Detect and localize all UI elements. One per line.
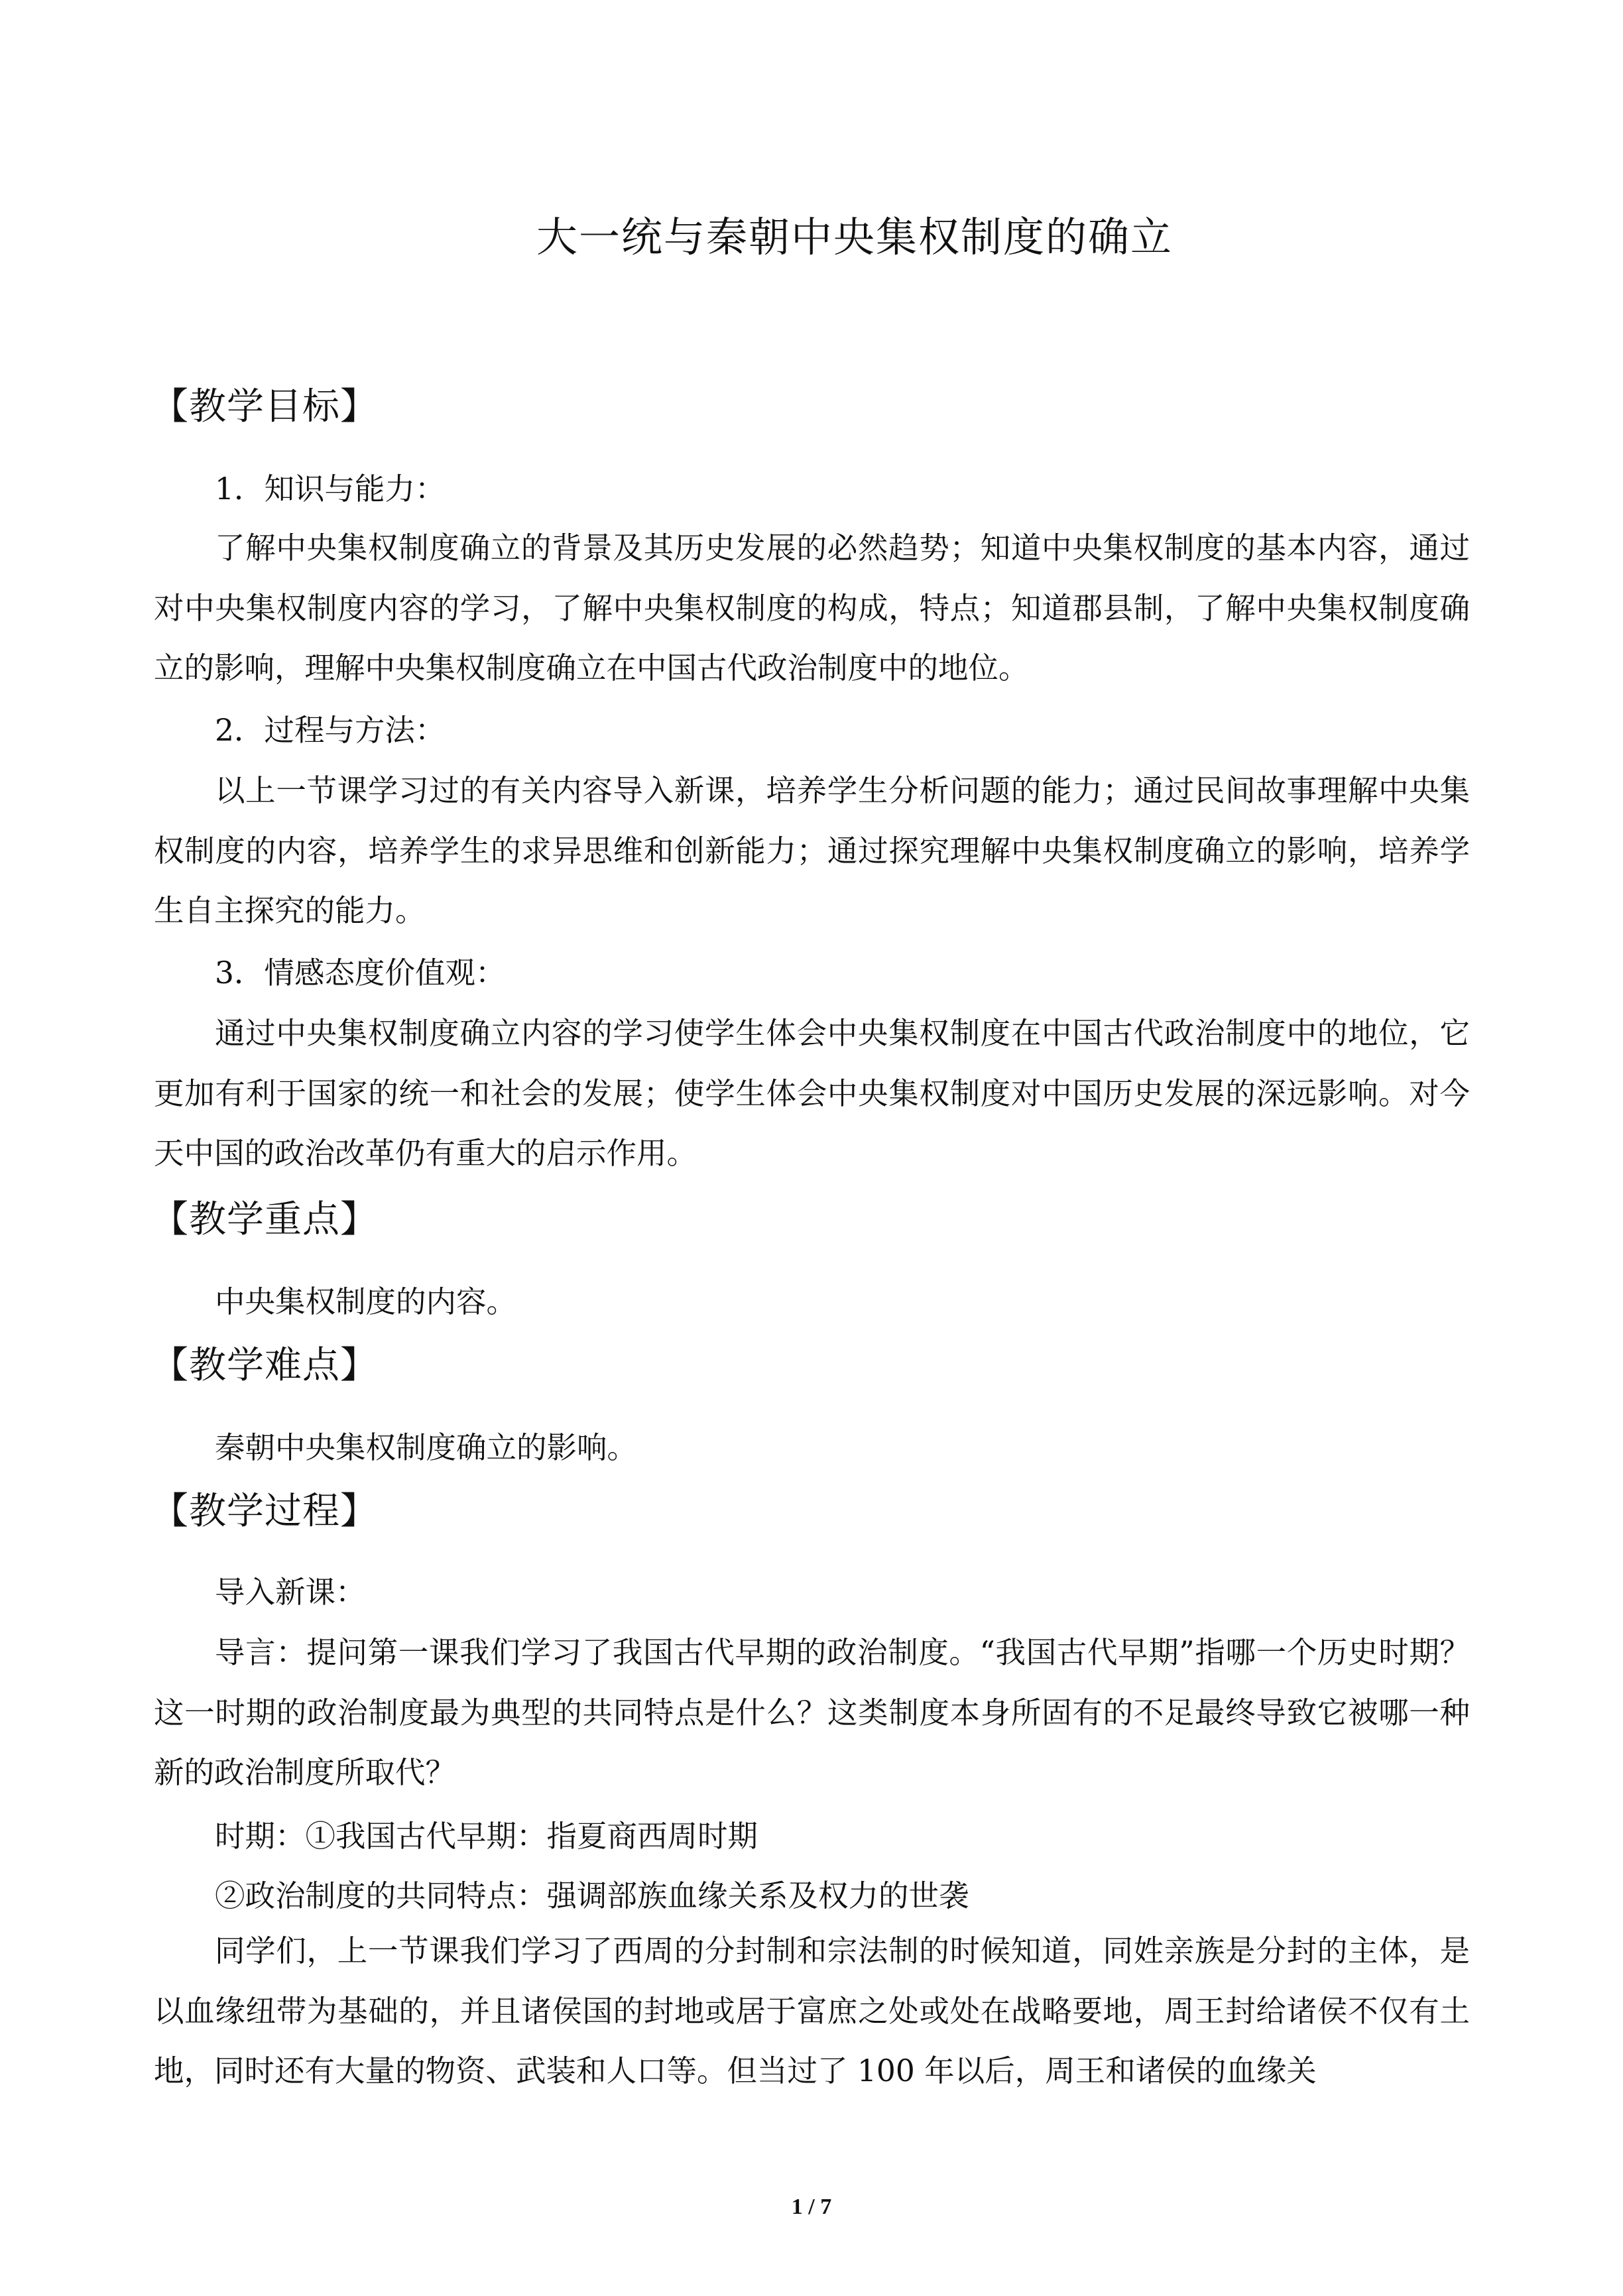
process-period-line: 时期：①我国古代早期：指夏商西周时期 <box>215 1819 758 1854</box>
process-narrative-text: 同学们，上一节课我们学习了西周的分封制和宗法制的时候知道，同姓亲族是分封的主体，是以血缘纽带为基础的，并且诸侯国的封地或居于富庶之处或处在战略要地，周王封给诸侯不仅有土地，同时还有大量的物资、武装和人口等。但当过了 100 年以后，周王和诸侯的血缘关 <box>154 1933 1470 2088</box>
objective-1-label: 1．知识与能力： <box>215 471 446 507</box>
process-intro-label: 导入新课： <box>215 1575 366 1610</box>
heading-objectives: 【教学目标】 <box>151 385 378 428</box>
heading-process: 【教学过程】 <box>151 1490 378 1533</box>
process-intro-text: 导言：提问第一课我们学习了我国古代早期的政治制度。“我国古代早期”指哪一个历史时期？这一时期的政治制度最为典型的共同特点是什么？这类制度本身所固有的不足最终导致它被哪一种新的政治制度所取代？ <box>154 1635 1470 1790</box>
page-number: 1 / 7 <box>791 2195 832 2219</box>
objective-3-label: 3．情感态度价值观： <box>215 955 506 991</box>
objective-1-text: 了解中央集权制度确立的背景及其历史发展的必然趋势；知道中央集权制度的基本内容，通过对中央集权制度内容的学习，了解中央集权制度的构成，特点；知道郡县制，了解中央集权制度确立的影响，理解中央集权制度确立在中国古代政治制度中的地位。 <box>154 530 1470 686</box>
difficulty-text: 秦朝中央集权制度确立的影响。 <box>215 1430 638 1465</box>
objective-2-text: 以上一节课学习过的有关内容导入新课，培养学生分析问题的能力；通过民间故事理解中央集权制度的内容，培养学生的求异思维和创新能力；通过探究理解中央集权制度确立的影响，培养学生自主探究的能力。 <box>154 773 1470 928</box>
document-title: 大一统与秦朝中央集权制度的确立 <box>536 213 1173 261</box>
objective-2-label: 2．过程与方法： <box>215 713 446 748</box>
heading-key-point: 【教学重点】 <box>151 1198 378 1241</box>
heading-difficulty: 【教学难点】 <box>151 1344 378 1387</box>
process-feature-line: ②政治制度的共同特点：强调部族血缘关系及权力的世袭 <box>215 1878 969 1913</box>
objective-3-text: 通过中央集权制度确立内容的学习使学生体会中央集权制度在中国古代政治制度中的地位，它更加有利于国家的统一和社会的发展；使学生体会中央集权制度对中国历史发展的深远影响。对今天中国的政治改革仍有重大的启示作用。 <box>154 1016 1470 1171</box>
key-point-text: 中央集权制度的内容。 <box>215 1284 517 1319</box>
